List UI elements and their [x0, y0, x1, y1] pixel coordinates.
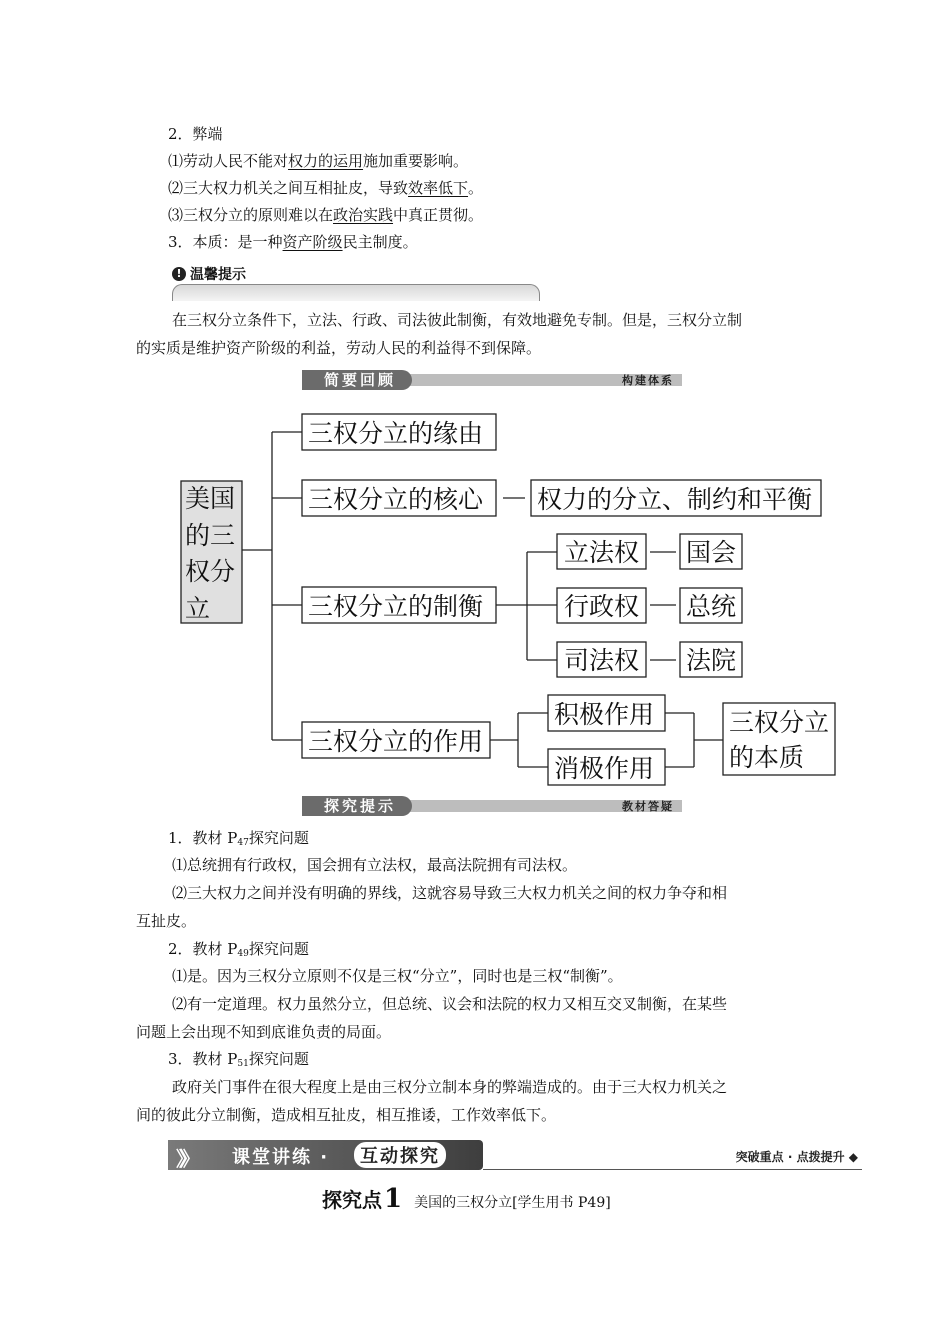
tip-text-line-2: 的实质是维护资产阶级的利益，劳动人民的利益得不到保障。	[136, 339, 542, 357]
q3-answer-line-1: 政府关门事件在很大程度上是由三权分立制本身的弊端造成的。由于三大权力机关之	[172, 1078, 728, 1096]
exclamation-icon: !	[172, 267, 186, 281]
root-label-line-4: 立	[185, 594, 211, 623]
tip-text-line-1: 在三权分立条件下，立法、行政、司法彼此制衡，有效地避免专制。但是，三权分立制	[172, 311, 743, 329]
q2-answer-2-line-1: ⑵有一定道理。权力虽然分立，但总统、议会和法院的权力又相互交叉制衡，在某些	[172, 995, 728, 1013]
review-banner-tag: 构建体系	[622, 374, 674, 387]
president-label: 总统	[686, 592, 737, 621]
explore-point-number: 1	[384, 1184, 403, 1214]
judicial-label: 司法权	[564, 646, 640, 675]
q3-answer-line-2: 间的彼此分立制衡，造成相互扯皮，相互推诿，工作效率低下。	[136, 1106, 557, 1124]
congress-label: 国会	[686, 538, 737, 567]
nature-label-line-1: 三权分立	[729, 708, 830, 737]
class-practice-banner	[168, 1140, 862, 1174]
core-label: 三权分立的核心	[308, 485, 484, 514]
root-label-line-2: 的三	[185, 521, 236, 550]
q2-answer-1: ⑴是。因为三权分立原则不仅是三权“分立”，同时也是三权“制衡”。	[172, 967, 623, 985]
drawbacks-heading: 2．弊端	[168, 125, 223, 143]
q1-answer-2-line-1: ⑵三大权力之间并没有明确的界线，这就容易导致三大权力机关之间的权力争夺和相	[172, 884, 728, 902]
core-detail-label: 权力的分立、制约和平衡	[537, 485, 813, 514]
root-label-line-1: 美国	[185, 484, 236, 513]
explore-point-label: 探究点	[322, 1188, 382, 1212]
essence-line: 3．本质：是一种资产阶级民主制度。	[168, 233, 418, 251]
question-1: 1．教材 $P_{47}$探究问题	[168, 829, 309, 848]
drawback-item-3: ⑶三权分立的原则难以在政治实践中真正贯彻。	[168, 206, 484, 224]
q2-answer-2-line-2: 问题上会出现不知到底谁负责的局面。	[136, 1023, 392, 1041]
nature-label-line-2: 的本质	[729, 743, 805, 772]
review-banner-title: 简要回顾	[302, 370, 412, 390]
explore-point-heading	[322, 1184, 611, 1214]
positive-label: 积极作用	[554, 700, 655, 729]
q1-answer-1: ⑴总统拥有行政权，国会拥有立法权，最高法院拥有司法权。	[172, 856, 578, 874]
question-3: 3．教材 $P_{51}$探究问题	[168, 1050, 309, 1069]
explore-banner	[302, 796, 682, 816]
executive-label: 行政权	[564, 592, 640, 621]
root-label-line-3: 权分	[185, 557, 236, 586]
q1-answer-2-line-2: 互扯皮。	[136, 912, 197, 930]
reason-label: 三权分立的缘由	[308, 419, 484, 448]
negative-label: 消极作用	[554, 754, 655, 783]
effect-label: 三权分立的作用	[308, 727, 484, 756]
explore-banner-tag: 教材答疑	[622, 800, 674, 813]
question-2: 2．教材 $P_{49}$探究问题	[168, 940, 309, 959]
drawback-item-2: ⑵三大权力机关之间互相扯皮，导致效率低下。	[168, 179, 484, 197]
court-label: 法院	[686, 646, 737, 675]
tip-label: 温馨提示	[190, 267, 246, 283]
legislative-label: 立法权	[564, 538, 640, 567]
class-banner-right: 互动探究	[354, 1142, 446, 1168]
class-banner-tag: 突破重点 · 点拨提升 ◆	[735, 1150, 858, 1164]
class-banner-left: 课堂讲练 ·	[232, 1147, 330, 1168]
drawback-item-1: ⑴劳动人民不能对权力的运用施加重要影响。	[168, 152, 469, 170]
double-chevron-icon: 》》	[176, 1147, 194, 1171]
checks-label: 三权分立的制衡	[308, 592, 484, 621]
explore-point-title: 美国的三权分立[学生用书 P49]	[414, 1195, 611, 1211]
explore-banner-title: 探究提示	[302, 796, 412, 816]
